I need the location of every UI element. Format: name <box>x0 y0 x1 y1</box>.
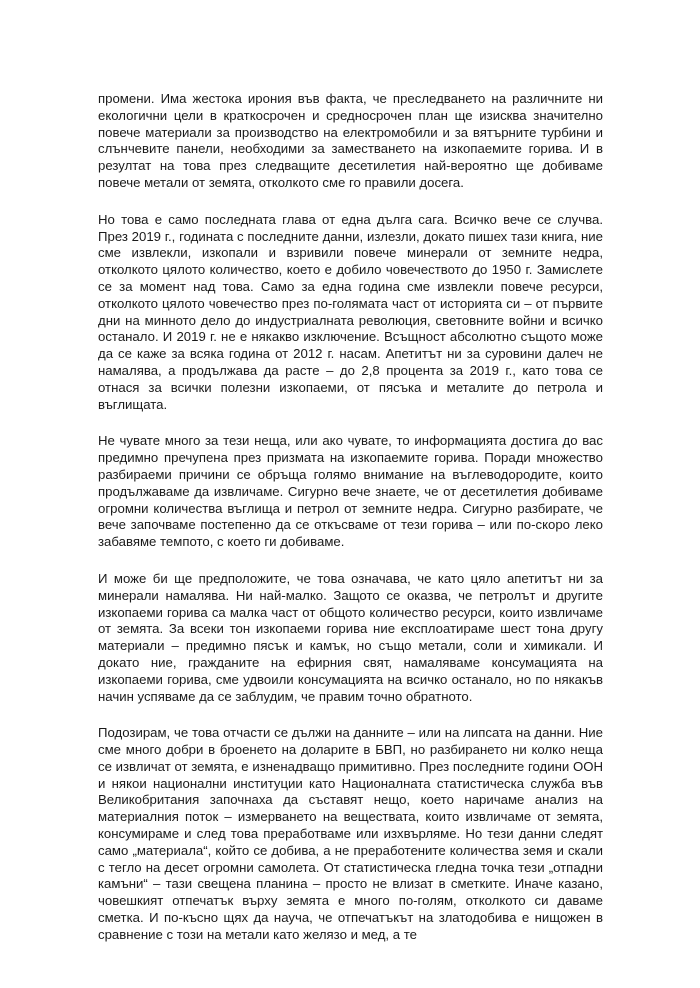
paragraph: промени. Има жестока ирония във факта, че преследването на различните ни екологични цели в краткосрочен и средносрочен план ще изисква значително повече материали за производство на електромобили и за вятърните турбини и слънчевите панели, необходими за заместването на изкопаемите горива. И в резултат на това през следващите десетилетия най-вероятно ще добиваме повече метали от земята, отколкото сме го правили досега. <box>98 91 603 190</box>
paragraph: Но това е само последната глава от една дълга сага. Всичко вече се случва. През 2019 г., годината с последните данни, излезли, докато пишех тази книга, ние сме извлекли, изкопали и взривили повече минерали от земните недра, отколкото цялото количество, което е добило човечеството до 1950 г. Замислете се за момент над това. Само за една година сме извлекли повече ресурси, отколкото цялото човечество през по-голямата част от историята си – от първите дни на минното дело до индустриалната революция, световните войни и всичко останало. И 2019 г. не е някакво изключение. Всъщност абсолютно същото може да се каже за всяка година от 2012 г. насам. Апетитът ни за суровини далеч не намалява, а продължава да расте – до 2,8 процента за 2019 г., като това се отнася за всички полезни изкопаеми, от пясъка и металите до петрола и въглищата. <box>98 211 603 412</box>
paragraph: Не чувате много за тези неща, или ако чувате, то информацията достига до вас предимно пречупена през призмата на изкопаемите горива. Поради множество разбираеми причини се обръща голямо внимание на въглеводородите, които продължаваме да извличаме. Сигурно вече знаете, че от десетилетия добиваме огромни количества въглища и петрол от земните недра. Сигурно разбирате, че вече започваме постепенно да се откъсваме от тези горива – или по-скоро леко забавяме темпото, с което ги добиваме. <box>98 433 603 550</box>
paragraph: И може би ще предположите, че това означава, че като цяло апетитът ни за минерали намалява. Ни най-малко. Защото се оказва, че петролът и другите изкопаеми горива са малка част от общото количество ресурси, които извличаме от земята. За всеки тон изкопаеми горива ние експлоатираме шест тона другу материали – предимно пясък и камък, но също метали, соли и химикали. И докато ние, гражданите на ефирния свят, намаляваме консумацията на изкопаеми горива, сме удвоили консумацията на всичко останало, но по някакъв начин успяваме да се заблудим, че правим точно обратното. <box>98 570 603 704</box>
body-text <box>98 91 603 964</box>
paragraph: Подозирам, че това отчасти се дължи на данните – или на липсата на данни. Ние сме много добри в броенето на доларите в БВП, но разбирането ни колко неща се извличат от земята, е изненадващо примитивно. През последните години ООН и някои национални институции като Националната статистическа служба във Великобритания започнаха да съставят нещо, което наричаме анализ на материалния поток – измерването на веществата, които извличаме от земята, консумираме и след това преработваме или изхвърляме. Но тези данни следят само „материала“, който се добива, а не преработените количества земя и скали с тегло на десет огромни самолета. От статистическа гледна точка тези „отпадни камъни“ – тази свещена планина – просто не влизат в сметките. Иначе казано, човешкият отпечатък върху земята е много по-голям, отколкото си даваме сметка. И по-късно щях да науча, че отпечатъкът на златодобива е нищожен в сравнение с този на метали като желязо и мед, а те <box>98 725 603 942</box>
